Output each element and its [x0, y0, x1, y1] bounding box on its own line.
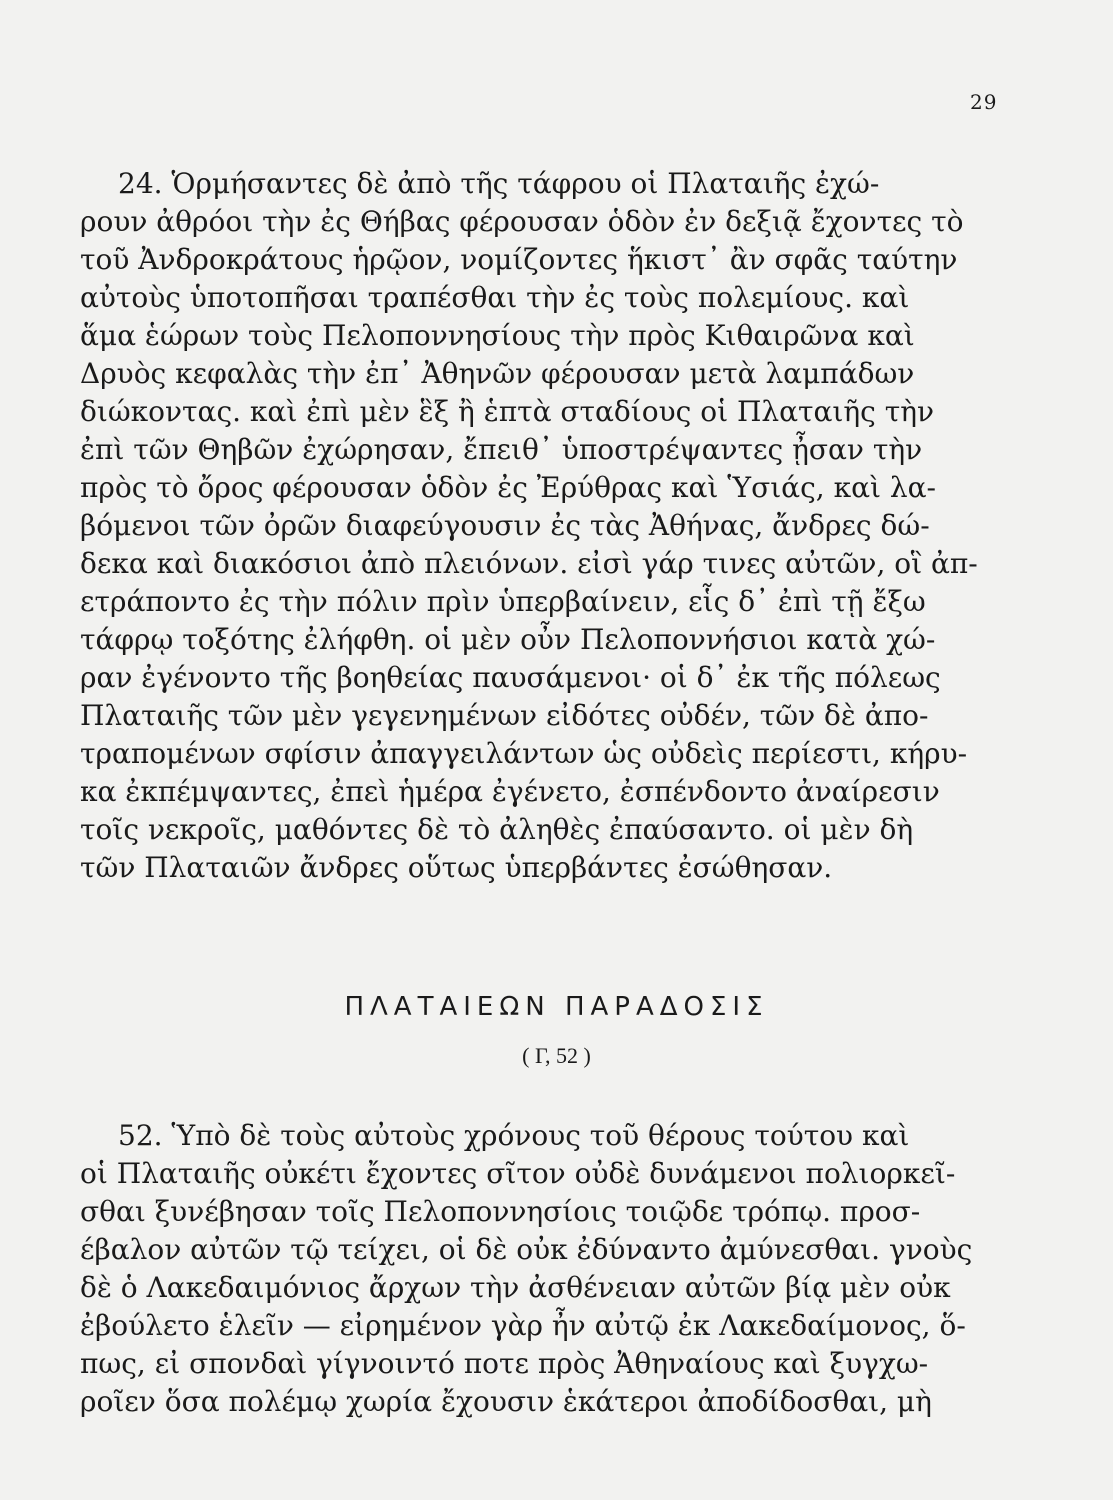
text-line: ἐβούλετο ἑλεῖν — εἰρημένον γὰρ ἦν αὐτῷ ἐκ Λακεδαίμονος, ὅ- — [80, 1309, 966, 1342]
text-line: ρουν ἀθρόοι τὴν ἐς Θήβας φέρουσαν ὁδὸν ἐν δεξιᾷ ἔχοντες τὸ — [80, 205, 964, 238]
text-line: ραν ἐγένοντο τῆς βοηθείας παυσάμενοι· οἱ δ᾿ ἐκ τῆς πόλεως — [80, 661, 941, 694]
text-line: Πλαταιῆς τῶν μὲν γεγενημένων εἰδότες οὐδέν, τῶν δὲ ἀπο- — [80, 699, 929, 732]
text-line: δεκα καὶ διακόσιοι ἀπὸ πλειόνων. εἰσὶ γάρ τινες αὐτῶν, οἳ ἀπ- — [80, 547, 978, 580]
text-line: ἅμα ἑώρων τοὺς Πελοποννησίους τὴν πρὸς Κιθαιρῶνα καὶ — [80, 319, 915, 352]
text-line: 24. Ὁρμήσαντες δὲ ἀπὸ τῆς τάφρου οἱ Πλαταιῆς ἐχώ- — [118, 167, 880, 200]
text-line: τραπομένων σφίσιν ἀπαγγειλάντων ὡς οὐδεὶς περίεστι, κήρυ- — [80, 737, 968, 770]
text-line: σθαι ξυνέβησαν τοῖς Πελοποννησίοις τοιῷδε τρόπῳ. προσ- — [80, 1195, 921, 1228]
section-reference: ( Γ, 52 ) — [522, 1043, 591, 1068]
text-line: ετράποντο ἐς τὴν πόλιν πρὶν ὑπερβαίνειν, εἷς δ᾿ ἐπὶ τῇ ἔξω — [80, 585, 926, 618]
text-line: κα ἐκπέμψαντες, ἐπεὶ ἡμέρα ἐγένετο, ἐσπένδοντο ἀναίρεσιν — [80, 775, 940, 808]
text-line: 52. Ὑπὸ δὲ τοὺς αὐτοὺς χρόνους τοῦ θέρους τούτου καὶ — [118, 1119, 910, 1152]
text-line: πρὸς τὸ ὄρος φέρουσαν ὁδὸν ἐς Ἐρύθρας καὶ Ὑσιάς, καὶ λα- — [80, 471, 936, 504]
section-52-paragraph — [80, 1117, 1010, 1421]
text-line: οἱ Πλαταιῆς οὐκέτι ἔχοντες σῖτον οὐδὲ δυνάμενοι πολιορκεῖ- — [80, 1157, 956, 1190]
text-line: έβαλον αὐτῶν τῷ τείχει, οἱ δὲ οὐκ ἐδύναντο ἀμύνεσθαι. γνοὺς — [80, 1233, 973, 1266]
section-heading: ΠΛΑΤΑΙΕΩΝ ΠΑΡΑΔΟΣΙΣ — [344, 992, 769, 1022]
text-line: πως, εἰ σπονδαὶ γίγνοιντό ποτε πρὸς Ἀθηναίους καὶ ξυγχω- — [80, 1347, 929, 1380]
text-line: διώκοντας. καὶ ἐπὶ μὲν ἓξ ἢ ἑπτὰ σταδίους οἱ Πλαταιῆς τὴν — [80, 395, 935, 428]
text-line: ἐπὶ τῶν Θηβῶν ἐχώρησαν, ἔπειθ᾿ ὑποστρέψαντες ᾖσαν τὴν — [80, 433, 923, 466]
text-line: βόμενοι τῶν ὀρῶν διαφεύγουσιν ἐς τὰς Ἀθήνας, ἄνδρες δώ- — [80, 509, 930, 542]
text-line: αὐτοὺς ὑποτοπῆσαι τραπέσθαι τὴν ἐς τοὺς πολεμίους. καὶ — [80, 281, 910, 314]
text-line: τοῦ Ἀνδροκράτους ἡρῷον, νομίζοντες ἥκιστ᾿ ἂν σφᾶς ταύτην — [80, 243, 958, 276]
text-line: ροῖεν ὅσα πολέμῳ χωρία ἔχουσιν ἑκάτεροι ἀποδίδοσθαι, μὴ — [80, 1385, 932, 1418]
text-line: τάφρῳ τοξότης ἐλήφθη. οἱ μὲν οὖν Πελοποννήσιοι κατὰ χώ- — [80, 623, 936, 656]
section-24-paragraph — [80, 165, 1010, 887]
text-line: τοῖς νεκροῖς, μαθόντες δὲ τὸ ἀληθὲς ἐπαύσαντο. οἱ μὲν δὴ — [80, 813, 914, 846]
text-line: δὲ ὁ Λακεδαιμόνιος ἄρχων τὴν ἀσθένειαν αὐτῶν βίᾳ μὲν οὐκ — [80, 1271, 951, 1304]
page-number: 29 — [970, 90, 998, 114]
text-line: τῶν Πλαταιῶν ἄνδρες οὕτως ὑπερβάντες ἐσώθησαν. — [80, 851, 833, 884]
text-line: Δρυὸς κεφαλὰς τὴν ἐπ᾿ Ἀθηνῶν φέρουσαν μετὰ λαμπάδων — [80, 357, 915, 390]
